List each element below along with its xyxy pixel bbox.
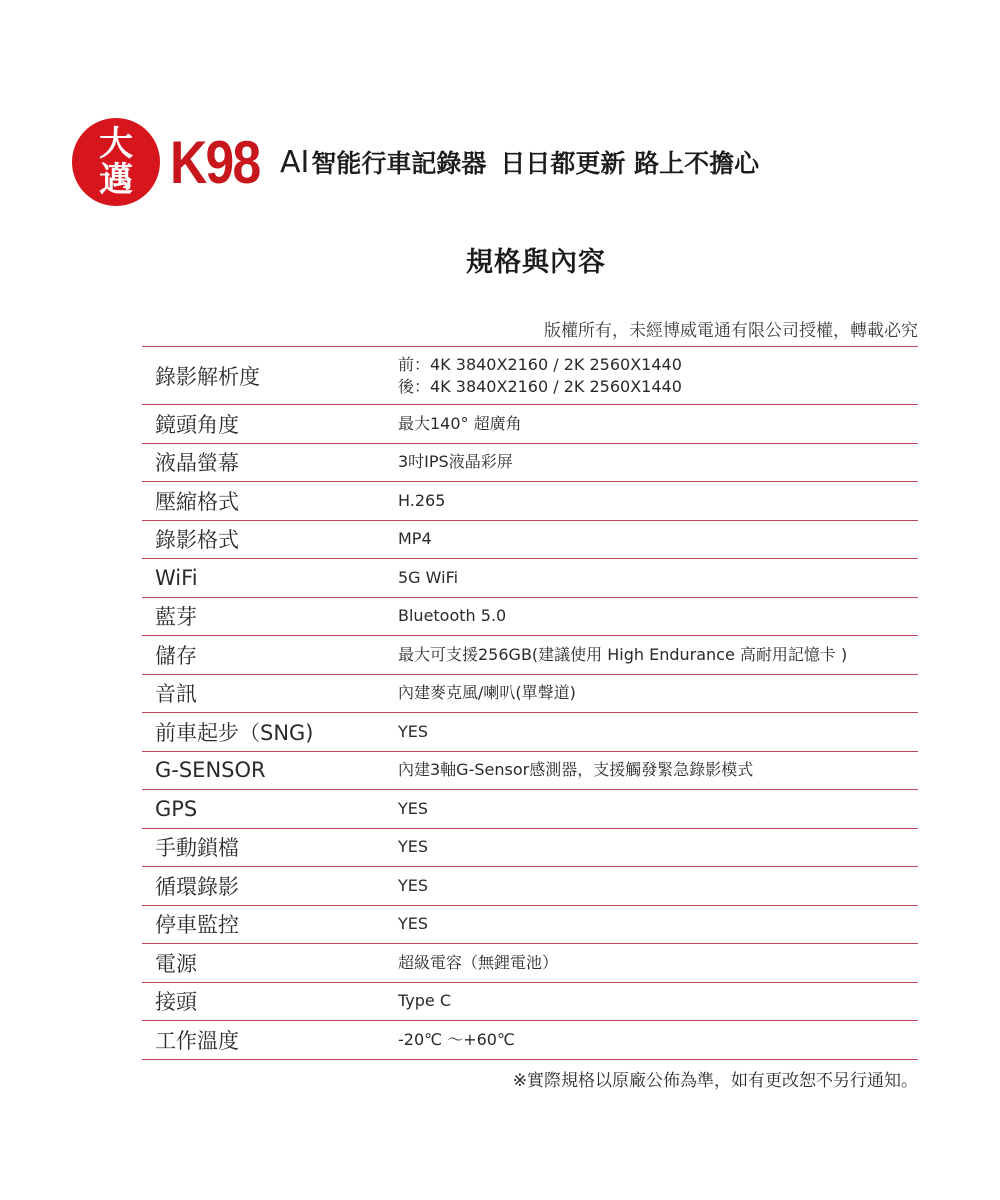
spec-value: 最大140° 超廣角	[398, 413, 522, 433]
spec-row-audio	[142, 675, 918, 714]
spec-row-loop-recording	[142, 867, 918, 906]
spec-row-record-format	[142, 521, 918, 560]
spec-label: 停車監控	[155, 913, 239, 938]
spec-value: 3吋IPS液晶彩屏	[398, 452, 513, 472]
disclaimer-footnote: ※實際規格以原廠公佈為準，如有更改恕不另行通知。	[512, 1071, 918, 1091]
spec-row-storage	[142, 636, 918, 675]
spec-value-front: 前：4K 3840X2160 / 2K 2560X1440	[398, 354, 682, 374]
spec-value: Bluetooth 5.0	[398, 606, 507, 626]
spec-label: 手動鎖檔	[155, 836, 239, 861]
spec-label: 循環錄影	[155, 874, 239, 899]
page-title: 規格與內容	[466, 247, 606, 278]
copyright-notice: 版權所有，未經博威電通有限公司授權，轉載必究	[544, 321, 918, 341]
spec-row-gps	[142, 790, 918, 829]
spec-value: 超級電容（無鋰電池）	[398, 952, 559, 972]
spec-label: 鏡頭角度	[155, 412, 239, 437]
spec-label: 電源	[155, 951, 197, 976]
badge-char-top: 大	[99, 124, 133, 164]
spec-row-compression	[142, 482, 918, 521]
spec-row-resolution	[142, 347, 918, 405]
spec-label: 液晶螢幕	[155, 451, 239, 476]
spec-label: 接頭	[155, 990, 197, 1015]
spec-table	[142, 346, 918, 1060]
spec-value: YES	[398, 875, 429, 895]
spec-value-rear: 後：4K 3840X2160 / 2K 2560X1440	[398, 376, 682, 396]
spec-value: 內建3軸G-Sensor感測器，支援觸發緊急錄影模式	[398, 760, 754, 780]
spec-row-lcd	[142, 444, 918, 483]
spec-row-gsensor	[142, 752, 918, 791]
spec-label: 藍芽	[155, 605, 197, 630]
spec-label: 音訊	[155, 682, 197, 707]
spec-row-wifi	[142, 559, 918, 598]
spec-value: 內建麥克風/喇叭(單聲道)	[398, 683, 576, 703]
header	[72, 118, 759, 206]
badge-char-bottom: 邁	[99, 160, 133, 200]
spec-value: 5G WiFi	[398, 567, 459, 587]
spec-value: 最大可支援256GB(建議使用 High Endurance 高耐用記憶卡 )	[398, 644, 848, 664]
tagline-ai: AI	[280, 145, 310, 180]
spec-label: G-SENSOR	[155, 758, 266, 783]
spec-value: YES	[398, 721, 429, 741]
product-tagline	[280, 144, 759, 180]
spec-row-parking-monitor	[142, 906, 918, 945]
spec-label: 前車起步（SNG)	[155, 720, 314, 745]
model-name: K98	[170, 128, 260, 196]
spec-row-bluetooth	[142, 598, 918, 637]
spec-value: MP4	[398, 529, 432, 549]
spec-label: 工作溫度	[155, 1028, 239, 1053]
spec-value: Type C	[398, 991, 452, 1011]
spec-label: GPS	[155, 796, 198, 821]
spec-value: H.265	[398, 490, 446, 510]
spec-value: YES	[398, 914, 429, 934]
spec-value	[398, 354, 682, 398]
spec-label: 儲存	[155, 643, 197, 668]
spec-value: YES	[398, 837, 429, 857]
tagline-product: 智能行車記錄器	[311, 149, 487, 178]
brand-logo-badge	[72, 118, 160, 206]
spec-row-operating-temp	[142, 1021, 918, 1060]
spec-row-lens-angle	[142, 405, 918, 444]
spec-label: WiFi	[155, 565, 198, 590]
spec-row-power	[142, 944, 918, 983]
spec-value: -20℃ ～+60℃	[398, 1029, 515, 1049]
spec-row-sng	[142, 713, 918, 752]
spec-label: 錄影解析度	[155, 364, 260, 389]
spec-value: YES	[398, 798, 429, 818]
spec-label: 壓縮格式	[155, 489, 239, 514]
spec-label: 錄影格式	[155, 528, 239, 553]
tagline-slogan: 日日都更新 路上不擔心	[500, 149, 760, 178]
spec-row-manual-lock	[142, 829, 918, 868]
spec-row-connector	[142, 983, 918, 1022]
